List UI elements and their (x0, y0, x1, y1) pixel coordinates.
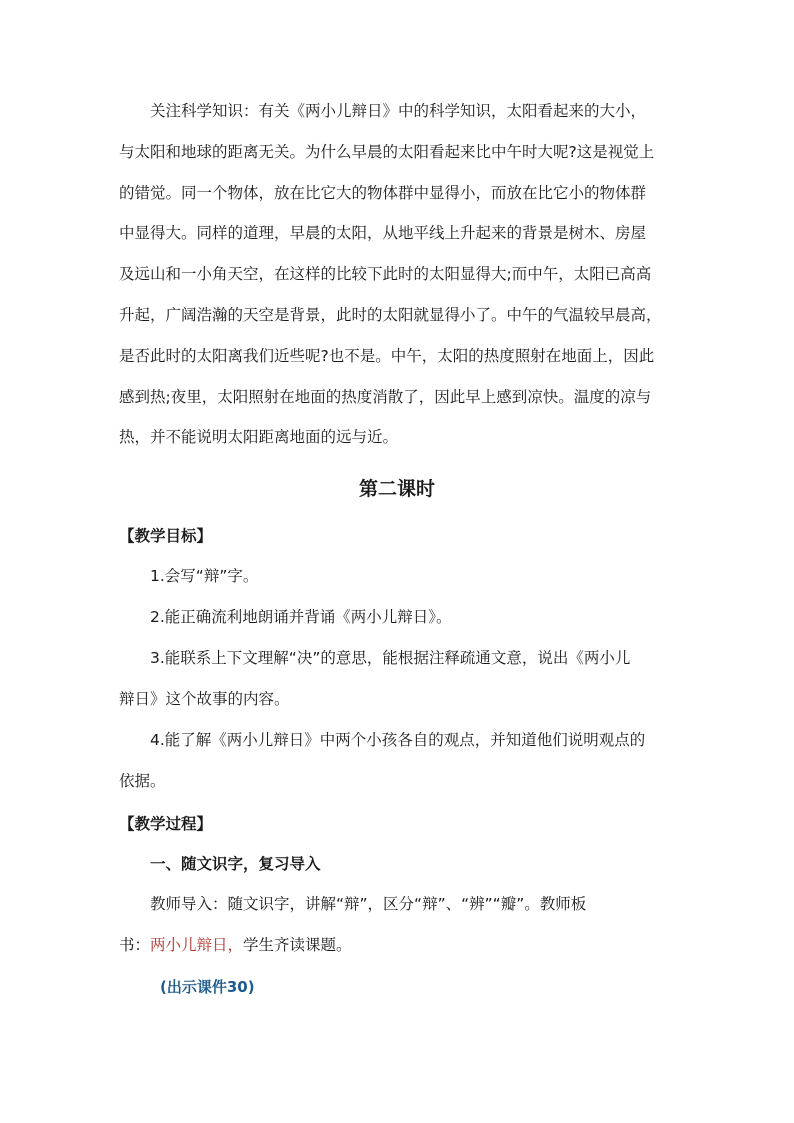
lesson-title: 第二课时 (358, 478, 435, 500)
paragraph-line: 热，并不能说明太阳距离地面的远与近。 (119, 428, 399, 447)
intro-prefix: 书： (119, 935, 151, 954)
goal-item (119, 638, 679, 720)
goal-line: 1.会写“辩”字。 (150, 567, 259, 585)
paragraph-line: 与太阳和地球的距离无关。为什么早晨的太阳看起来比中午时大呢?这是视觉上 (119, 142, 655, 161)
courseware-note: (出示课件30) (160, 978, 255, 996)
paragraph-line: 感到热;夜里，太阳照射在地面的热度消散了，因此早上感到凉快。温度的凉与 (119, 387, 652, 406)
intro-suffix: 学生齐读课题。 (243, 935, 352, 954)
paragraph-line: 关注科学知识：有关《两小儿辩日》中的科学知识，太阳看起来的大小， (150, 102, 647, 120)
paragraph-line: 及远山和一小角天空，在这样的比较下此时的太阳显得大;而中午，太阳已高高 (119, 265, 652, 284)
teacher-intro-paragraph (119, 884, 679, 966)
teaching-process-heading: 【教学过程】 (119, 815, 213, 833)
teaching-goals-heading: 【教学目标】 (119, 527, 213, 545)
paragraph-line: 是否此时的太阳离我们近些呢?也不是。中午，太阳的热度照射在地面上，因此 (119, 346, 655, 365)
intro-line-2 (119, 925, 679, 966)
goal-item (119, 720, 679, 802)
science-knowledge-paragraph (119, 91, 675, 458)
board-title-highlight: 两小儿辩日， (150, 935, 244, 954)
goal-line: 2.能正确流利地朗诵并背诵《两小儿辩日》。 (150, 608, 452, 626)
section-one-title: 一、随文识字，复习导入 (150, 855, 321, 873)
goal-line: 4.能了解《两小儿辩日》中两个小孩各自的观点，并知道他们说明观点的 (150, 731, 646, 749)
goal-line: 依据。 (119, 771, 166, 790)
goal-line: 3.能联系上下文理解“决”的意思，能根据注释疏通文意，说出《两小儿 (150, 649, 631, 667)
goal-item (119, 556, 679, 597)
goal-line: 辩日》这个故事的内容。 (119, 689, 290, 708)
goal-item (119, 597, 679, 638)
paragraph-line: 中显得大。同样的道理，早晨的太阳，从地平线上升起来的背景是树木、房屋 (119, 224, 647, 243)
paragraph-line: 升起，广阔浩瀚的天空是背景，此时的太阳就显得小了。中午的气温较早晨高， (119, 305, 662, 324)
intro-line: 教师导入：随文识字，讲解“辩”，区分“辩”、“辨”“瓣”。教师板 (150, 895, 587, 913)
paragraph-line: 的错觉。同一个物体，放在比它大的物体群中显得小，而放在比它小的物体群 (119, 183, 647, 202)
